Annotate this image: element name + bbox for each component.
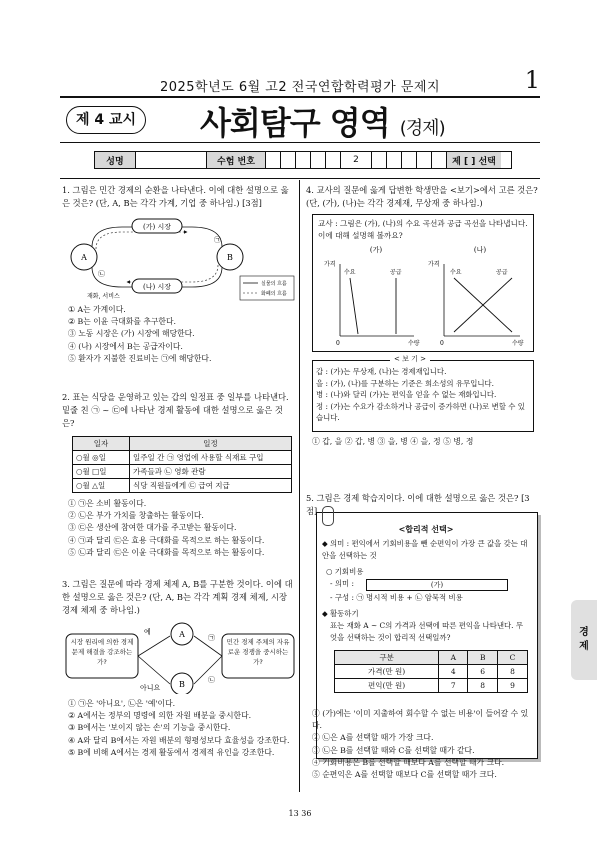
q3-options xyxy=(68,698,294,759)
q5-table-cell: 8 xyxy=(497,665,527,679)
exam-no-label: 수험 번호 xyxy=(207,152,266,168)
exam-no-cell[interactable] xyxy=(266,152,281,168)
exam-no-cell[interactable] xyxy=(296,152,311,168)
q5-table-head: 구분 xyxy=(335,651,439,665)
exam-title: 2025학년도 6월 고2 전국연합학력평가 문제지 xyxy=(159,80,441,95)
q4-a-demand-label: 수요 xyxy=(344,269,356,276)
q5-option[interactable]: ① (가)에는 '이미 지출하여 회수할 수 없는 비용'이 들어갈 수 있다. xyxy=(312,709,529,731)
exam-no-digit: 2 xyxy=(341,152,372,168)
exam-no-cell[interactable] xyxy=(432,152,447,168)
subject-title xyxy=(200,98,445,144)
exam-no-cell[interactable] xyxy=(326,152,341,168)
q3-stem: 3. 그림은 질문에 따라 경제 체제 A, B를 구분한 것이다. 이에 대한 설명으로 옳은 것은? (단, A, B는 각각 계획 경제 체제, 시장 경제 체제 중 하나임.) xyxy=(62,579,293,615)
q4-a-supply-label: 공급 xyxy=(390,269,402,276)
exam-no-cell[interactable] xyxy=(372,152,387,168)
q4-supply-demand-graphs xyxy=(316,244,530,348)
q1-flow-arrow xyxy=(96,232,187,249)
q1-option[interactable]: ① A는 가계이다. xyxy=(68,305,126,314)
student-id-row xyxy=(94,151,512,169)
q5-table-cell: 6 xyxy=(468,665,497,679)
q3-option[interactable]: ④ A와 달리 B에서는 자원 배분의 형평성보다 효율성을 강조한다. xyxy=(68,735,290,745)
q4-teacher-text: 교사 : 그림은 (가), (나)의 수요 곡선과 공급 곡선을 나타냅니다. 이에 대해 설명해 볼까요? xyxy=(318,219,528,240)
q3-node-b-label: B xyxy=(179,680,185,689)
exam-no-cell[interactable] xyxy=(281,152,296,168)
page-footer: 13 36 xyxy=(288,809,312,818)
q5-table-cell: 9 xyxy=(497,679,527,693)
q4-bogi-item: 갑 : (가)는 무상재, (나)는 경제재입니다. xyxy=(316,367,447,376)
q2-schedule-table xyxy=(72,436,292,493)
q1-options xyxy=(68,304,294,365)
q2-cell: ○월 △일 xyxy=(73,479,130,493)
q1-circle-1: ㉠ xyxy=(214,236,221,244)
q4-graph-a-title: (가) xyxy=(369,246,383,254)
side-tab-char: 제 xyxy=(579,641,589,652)
q2-option[interactable]: ④ ㉠과 달리 ㉢은 효용 극대화를 목적으로 하는 활동이다. xyxy=(68,535,265,545)
q1-legend-money: 화폐의 흐름 xyxy=(261,291,287,297)
q2-option[interactable]: ⑤ ㉡과 달리 ㉢은 이윤 극대화를 목적으로 하는 활동이다. xyxy=(68,547,265,557)
q5-table-head: C xyxy=(497,651,527,665)
header-rule-2 xyxy=(60,142,540,143)
q3-option[interactable]: ② A에서는 정부의 명령에 의한 자원 배분을 중시한다. xyxy=(68,711,252,721)
exam-no-cell[interactable] xyxy=(387,152,402,168)
q5-stem: 5. 그림은 경제 학습지이다. 이에 대한 설명으로 옳은 것은? [3점] xyxy=(306,493,530,516)
q4-graph-b-title: (나) xyxy=(473,246,487,254)
q1-option[interactable]: ④ (나) 시장에서 B는 공급자이다. xyxy=(68,341,183,351)
subject-sub: (경제) xyxy=(399,118,445,139)
q4-bogi-title: < 보 기 > xyxy=(390,354,430,364)
q2-option[interactable]: ③ ㉢은 생산에 참여한 대가를 주고받는 활동이다. xyxy=(68,523,237,533)
q5-option[interactable]: ③ ㉡은 B를 선택할 때와 C를 선택할 때가 같다. xyxy=(312,745,475,755)
q1-market-a: (가) 시장 xyxy=(143,223,171,231)
q3-option[interactable]: ① ㉠은 '아니요', ㉡은 '예'이다. xyxy=(68,699,176,708)
q5-table-head: A xyxy=(439,651,468,665)
q1-stem: 1. 그림은 민간 경제의 순환을 나타낸다. 이에 대한 설명으로 옳은 것은? (단, A, B는 각각 가계, 기업 중 하나임.) [3점] xyxy=(62,185,289,208)
q5-option[interactable]: ④ 기회비용은 B를 선택할 때보다 A를 선택할 때가 크다. xyxy=(312,757,505,767)
header-rule-3 xyxy=(60,178,540,179)
elective-label: 제 [ ] 선택 xyxy=(447,152,501,168)
exam-no-cell[interactable] xyxy=(402,152,417,168)
q2-head-schedule: 일정 xyxy=(130,437,292,451)
q4-a-y-label: 가격 xyxy=(324,261,336,268)
q5-table-cell: 편익(만 원) xyxy=(335,679,439,693)
q5-table-cell: 8 xyxy=(468,679,497,693)
q5-cost-title: ○ 기회비용 xyxy=(326,567,364,576)
q5-table-head: B xyxy=(468,651,497,665)
q1-legend-real: 실물의 흐름 xyxy=(261,281,287,287)
q4-bogi-item: 정 : (가)는 수요가 감소하거나 공급이 증가하면 (나)로 변할 수 있습니다. xyxy=(316,401,525,422)
q4-bogi-list xyxy=(316,366,530,424)
q2-cell: 식당 직원들에게 ㉢ 급여 지급 xyxy=(130,479,292,493)
side-tab-char: 경 xyxy=(579,627,589,638)
q4-b-supply-label: 공급 xyxy=(496,269,508,276)
q5-cost-meaning: - 의미 : xyxy=(330,579,354,588)
q3-circle-2: ㉡ xyxy=(208,676,215,684)
q5-worksheet-title: <합리적 선택> xyxy=(398,524,454,534)
q4-bogi-item: 병 : (나)와 달리 (가)는 편익을 얻을 수 없는 재화입니다. xyxy=(316,390,497,399)
name-label: 성명 xyxy=(95,152,136,168)
q4-b-x-label: 수량 xyxy=(512,340,524,347)
q4-a-demand-line xyxy=(350,278,358,334)
q2-cell: 가족들과 ㉡ 영화 관람 xyxy=(130,465,292,479)
q1-market-b: (나) 시장 xyxy=(143,283,171,291)
q5-cost-composition: - 구성 : ㉠ 명시적 비용 + ㉡ 암묵적 비용 xyxy=(330,593,463,602)
period-badge: 제 4 교시 xyxy=(66,106,146,134)
exam-no-cell[interactable] xyxy=(311,152,326,168)
q5-options xyxy=(312,708,538,781)
q3-right-question: 민간 경제 주체의 자유로운 경쟁을 중시하는가? xyxy=(226,638,290,666)
q5-price-benefit-table xyxy=(334,650,528,693)
q5-table-cell: 가격(만 원) xyxy=(335,665,439,679)
q5-option[interactable]: ⑤ 순편익은 A를 선택할 때보다 C를 선택할 때가 크다. xyxy=(312,770,497,780)
q5-blank-ga: (가) xyxy=(366,579,508,591)
q2-cell: ○월 ◎일 xyxy=(73,451,130,465)
q3-edge xyxy=(138,636,170,656)
q1-circle-2: ㉡ xyxy=(98,270,105,278)
name-field[interactable] xyxy=(136,152,207,168)
q2-cell: 일주일 간 ㉠ 영업에 사용할 식재료 구입 xyxy=(130,451,292,465)
q5-activity-title: ◆ 활동하기 xyxy=(322,609,359,618)
q1-node-a-label: A xyxy=(81,253,87,262)
q4-a-x-label: 수량 xyxy=(408,340,420,347)
q3-circle-1: ㉠ xyxy=(208,634,215,642)
paperclip-icon xyxy=(322,506,334,526)
q1-option[interactable]: ② B는 이윤 극대화를 추구한다. xyxy=(68,317,176,327)
q5-meaning: ◆ 의미 : 편익에서 기회비용을 뺀 순편익이 가장 큰 값을 갖는 대안을 선택하는 것 xyxy=(322,539,528,560)
q1-node-b-label: B xyxy=(227,253,233,262)
q3-option[interactable]: ⑤ B에 비해 A에서는 경제 활동에서 경제적 유인을 강조한다. xyxy=(68,747,275,757)
subject-side-tab xyxy=(571,600,597,680)
q5-table-cell: 4 xyxy=(439,665,468,679)
q1-circular-flow-diagram xyxy=(62,212,297,302)
q1-caption: 재화, 서비스 xyxy=(87,293,120,300)
q2-head-date: 일자 xyxy=(73,437,130,451)
q5-option[interactable]: ② ㉡은 A를 선택할 때가 가장 크다. xyxy=(312,733,434,743)
q2-option[interactable]: ① ㉠은 소비 활동이다. xyxy=(68,499,147,508)
q1-option[interactable]: ③ 노동 시장은 (가) 시장에 해당한다. xyxy=(68,329,195,339)
q2-options xyxy=(68,498,294,559)
q3-edge xyxy=(138,656,170,684)
q4-a-origin: 0 xyxy=(336,340,340,347)
q4-b-origin: 0 xyxy=(440,340,444,347)
q5-table-cell: 7 xyxy=(439,679,468,693)
q2-cell: ○월 □일 xyxy=(73,465,130,479)
q4-bogi-item: 을 : (가), (나)를 구분하는 기준은 희소성의 유무입니다. xyxy=(316,378,494,388)
q3-left-question: 시장 원리에 의한 경제 문제 해결을 강조하는가? xyxy=(70,638,134,666)
q3-option[interactable]: ③ B에서는 '보이지 않는 손'의 기능을 중시한다. xyxy=(68,723,231,733)
q3-no-label: 아니요 xyxy=(140,684,161,692)
q4-options[interactable]: ① 갑, 을 ② 갑, 병 ③ 을, 병 ④ 을, 정 ⑤ 병, 정 xyxy=(312,437,474,446)
subject-name: 사회탐구 영역 xyxy=(200,104,390,142)
q5-activity-desc: 표는 재화 A ~ C의 가격과 선택에 따른 편익을 나타낸다. 무엇을 선택하는 것이 합리적 선택일까? xyxy=(330,621,523,642)
q3-yes-label: 예 xyxy=(144,628,151,636)
column-separator xyxy=(299,180,300,792)
page-number: 1 xyxy=(524,66,540,94)
q4-b-y-label: 가격 xyxy=(428,261,440,268)
q4-stem: 4. 교사의 질문에 옳게 답변한 학생만을 <보기>에서 고른 것은? (단, (가), (나)는 각각 경제재, 무상재 중 하나임.) xyxy=(306,185,538,208)
exam-no-cell[interactable] xyxy=(417,152,432,168)
q2-option[interactable]: ② ㉡은 부가 가치를 창출하는 활동이다. xyxy=(68,511,204,521)
q4-b-demand-label: 수요 xyxy=(450,269,462,276)
q1-option[interactable]: ⑤ 환자가 지불한 진료비는 ㉠에 해당한다. xyxy=(68,353,212,363)
q2-stem: 2. 표는 식당을 운영하고 있는 갑의 일정표 중 일부를 나타낸다. 밑줄 친 ㉠ ~ ㉢에 나타난 경제 활동에 대한 설명으로 옳은 것은? xyxy=(62,392,289,428)
q3-node-a-label: A xyxy=(179,630,185,639)
